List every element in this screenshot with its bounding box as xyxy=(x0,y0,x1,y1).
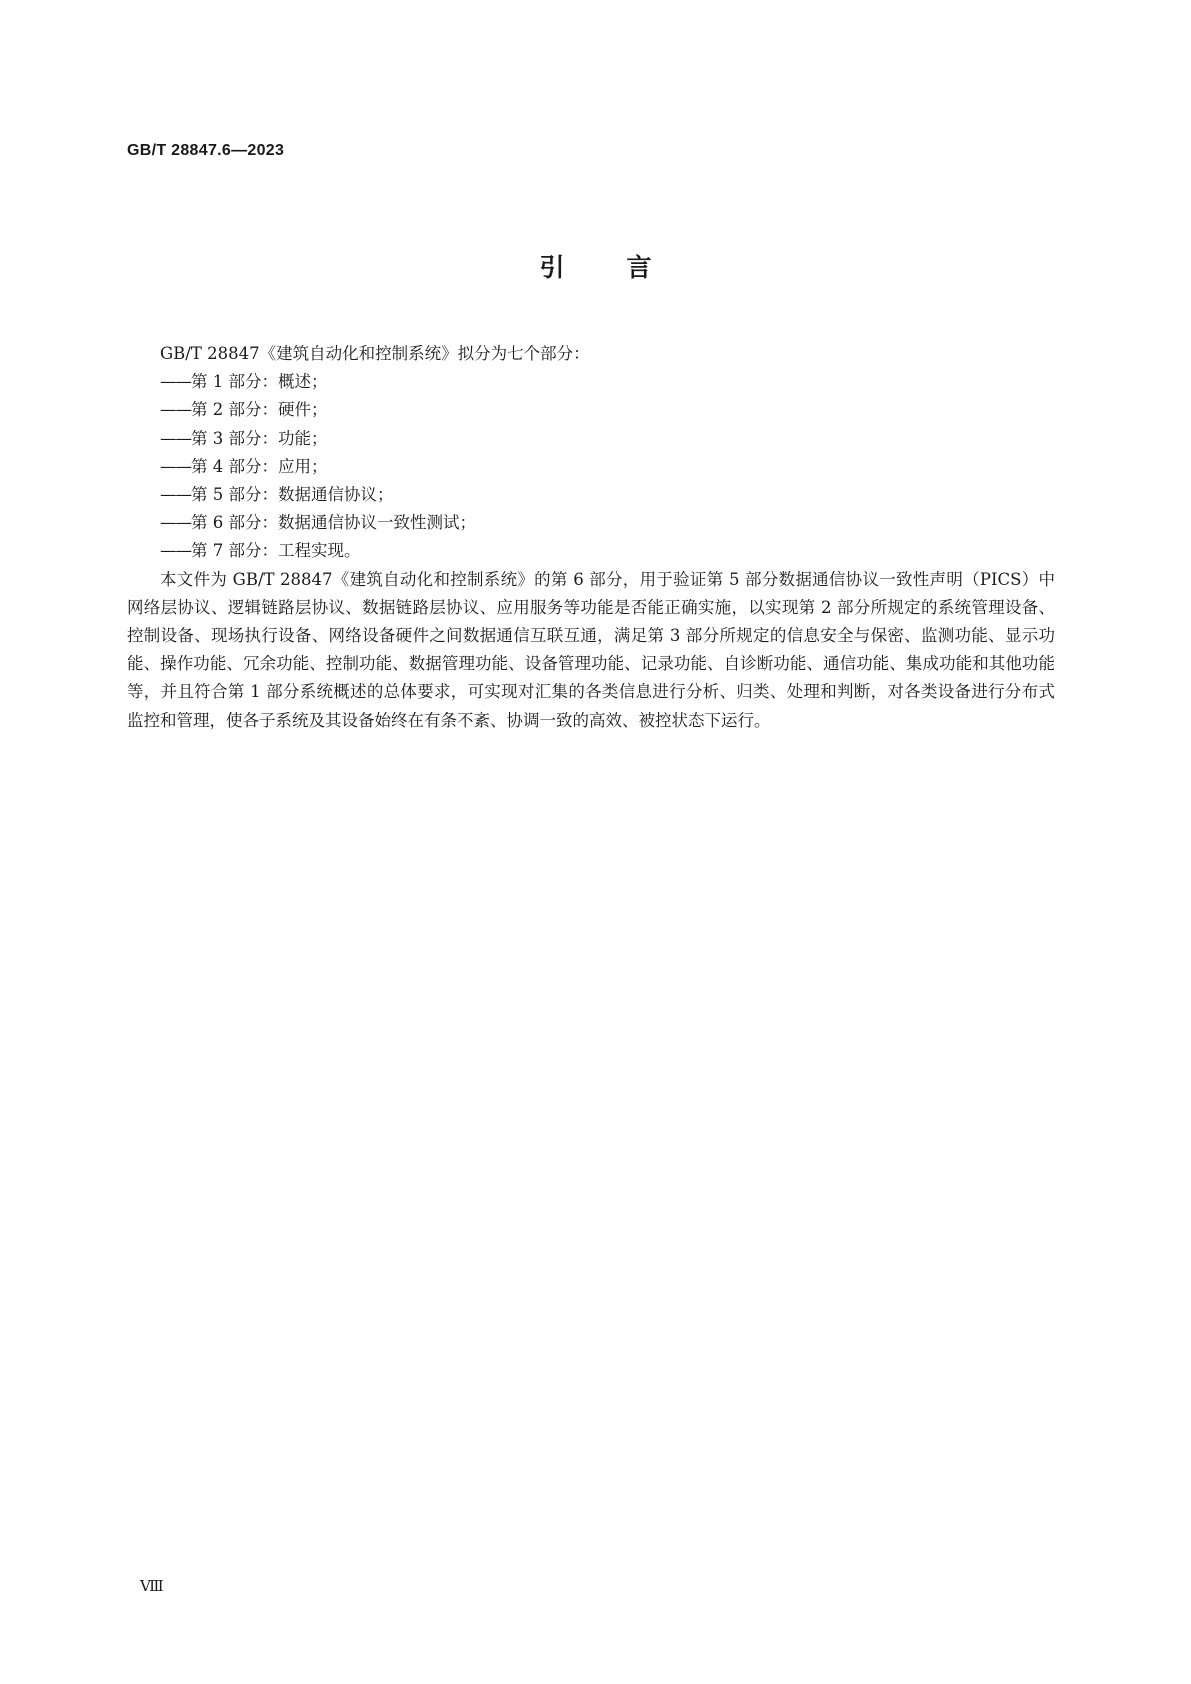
page-number: Ⅷ xyxy=(140,1577,164,1595)
list-item: ——第 2 部分：硬件； xyxy=(160,400,328,420)
part-list xyxy=(127,368,1055,565)
list-item: ——第 6 部分：数据通信协议一致性测试； xyxy=(160,513,476,533)
intro-lead: GB/T 28847《建筑自动化和控制系统》拟分为七个部分： xyxy=(160,344,590,363)
list-item: ——第 5 部分：数据通信协议； xyxy=(160,485,394,505)
purpose-paragraph: 本文件为 GB/T 28847《建筑自动化和控制系统》的第 6 部分，用于验证第 5 部分数据通信协议一致性声明（PICS）中网络层协议、逻辑链路层协议、数据链路层协议、应用服务等功能是否能正确实施，以实现第 2 部分所规定的系统管理设备、控制设备、现场执行设备、网络设备硬件之间数据通信互联互通，满足第 3 部分所规定的信息安全与保密、监测功能、显示功能、操作功能、冗余功能、控制功能、数据管理功能、设备管理功能、记录功能、自诊断功能、通信功能、集成功能和其他功能等，并且符合第 1 部分系统概述的总体要求，可实现对汇集的各类信息进行分析、归类、处理和判断，对各类设备进行分布式监控和管理，使各子系统及其设备始终在有条不紊、协调一致的高效、被控状态下运行。 xyxy=(127,569,1055,730)
introduction-body xyxy=(127,340,1055,735)
list-item: ——第 1 部分：概述； xyxy=(160,372,328,392)
list-item: ——第 3 部分：功能； xyxy=(160,428,328,448)
page-title: 引言 xyxy=(539,253,714,282)
document-code: GB/T 28847.6—2023 xyxy=(127,142,285,159)
list-item: ——第 4 部分：应用； xyxy=(160,456,328,476)
list-item: ——第 7 部分：工程实现。 xyxy=(160,541,361,561)
